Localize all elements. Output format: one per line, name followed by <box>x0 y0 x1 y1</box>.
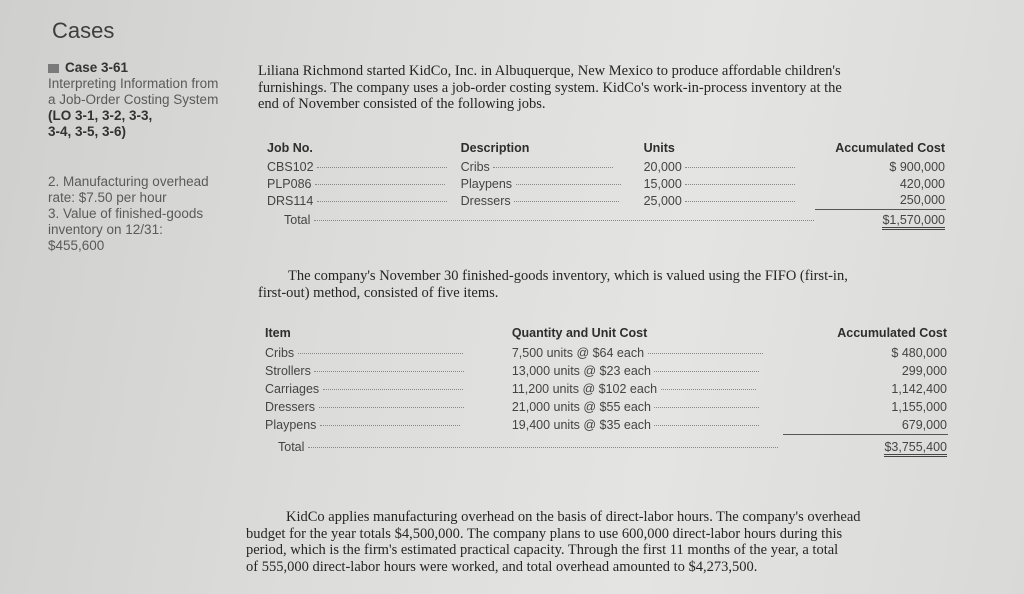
inv-cost: 1,142,400 <box>891 382 947 396</box>
table-row <box>266 192 946 209</box>
answer-line-2: rate: $7.50 per hour <box>48 190 167 205</box>
answer-line-5: $455,600 <box>48 238 105 253</box>
inv-header-qty: Quantity and Unit Cost <box>511 326 648 340</box>
job-description: Playpens <box>460 176 513 191</box>
case-icon <box>48 64 59 73</box>
inv-item: Strollers <box>265 364 311 378</box>
inv-total-label: Total <box>278 440 305 454</box>
overhead-paragraph <box>246 509 986 575</box>
inv-item: Carriages <box>265 382 320 396</box>
answers-block <box>48 174 209 254</box>
inv-cost: $ 480,000 <box>891 346 947 360</box>
table-row <box>266 175 946 192</box>
inv-item: Cribs <box>265 346 295 360</box>
overhead-line-4: of 555,000 direct-labor hours were worked, and total overhead amounted to $4,273,500. <box>246 558 758 575</box>
inv-qty: 19,400 units @ $35 each <box>511 418 651 432</box>
job-units: 15,000 <box>643 176 682 191</box>
job-no: DRS114 <box>267 193 314 208</box>
inv-cost: 299,000 <box>901 364 947 378</box>
inv-qty: 7,500 units @ $64 each <box>511 346 645 360</box>
table-total-row <box>266 209 946 231</box>
table-total-row <box>264 434 948 460</box>
case-sidebar <box>48 60 218 140</box>
case-subtitle-2: a Job-Order Costing System <box>48 92 219 107</box>
inv-item: Playpens <box>265 418 317 432</box>
section-title: Cases <box>52 18 115 43</box>
inv-header-cost: Accumulated Cost <box>837 326 947 340</box>
job-cost: 250,000 <box>815 192 946 209</box>
intro-line-2: furnishings. The company uses a job-order costing system. KidCo's work-in-process inventory at the <box>258 79 842 96</box>
fifo-line-1: The company's November 30 finished-goods inventory, which is valued using the FIFO (first-in, <box>288 268 848 284</box>
table-row <box>266 158 946 175</box>
intro-line-1: Liliana Richmond started KidCo, Inc. in Albuquerque, New Mexico to produce affordable children's <box>258 63 841 79</box>
job-no: PLP086 <box>267 176 312 191</box>
case-lo-1: (LO 3-1, 3-2, 3-3, <box>48 108 153 123</box>
answer-line-4: inventory on 12/31: <box>48 222 163 237</box>
table-row <box>264 362 948 380</box>
table-row <box>264 416 948 434</box>
jobs-header-job: Job No. <box>267 141 313 155</box>
job-cost: 420,000 <box>899 176 945 191</box>
fifo-paragraph <box>258 268 978 301</box>
case-lo-2: 3-4, 3-5, 3-6) <box>48 124 127 139</box>
inv-cost: 1,155,000 <box>891 400 947 414</box>
job-description: Cribs <box>460 159 490 174</box>
table-row <box>264 398 948 416</box>
jobs-total-label: Total <box>284 213 311 227</box>
intro-line-3: end of November consisted of the following jobs. <box>258 96 546 112</box>
inventory-table <box>264 322 948 460</box>
job-description: Dressers <box>460 193 511 208</box>
job-units: 20,000 <box>643 159 682 174</box>
job-no: CBS102 <box>267 159 314 174</box>
jobs-header-units: Units <box>643 141 675 155</box>
jobs-header-cost: Accumulated Cost <box>835 141 945 155</box>
jobs-table <box>266 138 946 231</box>
overhead-line-2: budget for the year totals $4,500,000. The company plans to use 600,000 direct-labor hours during this <box>246 525 843 542</box>
job-units: 25,000 <box>643 193 682 208</box>
answer-line-3: 3. Value of finished-goods <box>48 206 204 221</box>
case-subtitle-1: Interpreting Information from <box>48 76 219 91</box>
answer-line-1: 2. Manufacturing overhead <box>48 174 209 189</box>
inv-qty: 11,200 units @ $102 each <box>511 382 658 396</box>
table-row <box>264 344 948 362</box>
inv-cost: 679,000 <box>783 416 948 434</box>
inv-header-item: Item <box>265 326 291 340</box>
overhead-line-1: KidCo applies manufacturing overhead on the basis of direct-labor hours. The company's overhead <box>286 509 861 525</box>
overhead-line-3: period, which is the firm's estimated practical capacity. Through the first 11 months of the year, a total <box>246 542 839 558</box>
inv-total: $3,755,400 <box>884 440 947 457</box>
job-cost: $ 900,000 <box>889 159 945 174</box>
fifo-line-2: first-out) method, consisted of five items. <box>258 284 499 301</box>
inv-qty: 21,000 units @ $55 each <box>511 400 651 414</box>
intro-paragraph <box>258 63 978 113</box>
case-label: Case 3-61 <box>48 60 218 76</box>
inv-qty: 13,000 units @ $23 each <box>511 364 651 378</box>
jobs-header-description: Description <box>460 141 530 155</box>
jobs-total: $1,570,000 <box>882 213 945 230</box>
table-row <box>264 380 948 398</box>
inv-item: Dressers <box>265 400 316 414</box>
